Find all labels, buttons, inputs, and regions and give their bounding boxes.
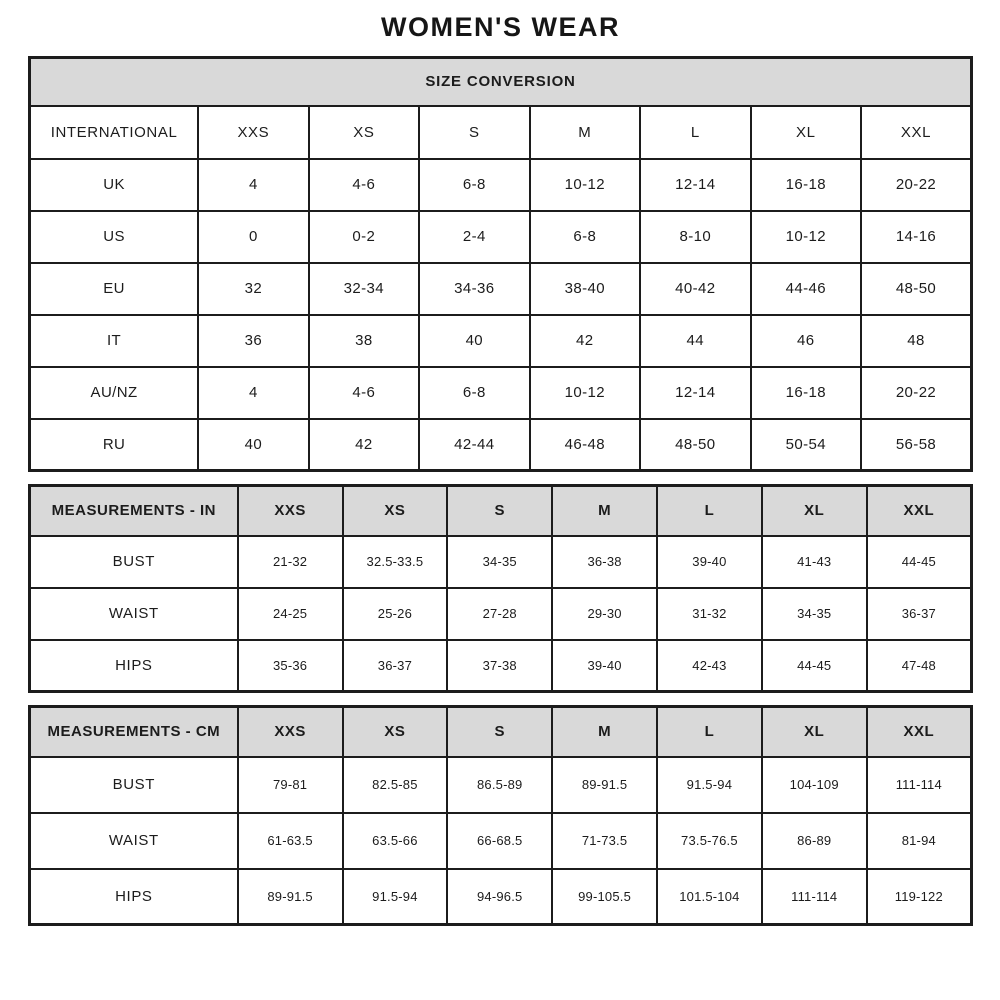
- table-cell: 38-40: [530, 263, 640, 315]
- table-cell: 25-26: [343, 588, 448, 640]
- table-cell: 10-12: [530, 367, 640, 419]
- page-title: WOMEN'S WEAR: [381, 12, 620, 42]
- table-cell: 0: [198, 211, 308, 263]
- table-cell: 16-18: [751, 159, 861, 211]
- table-cell: 36-37: [343, 640, 448, 692]
- table-cell: 86.5-89: [447, 757, 552, 813]
- table-cell: 44-46: [751, 263, 861, 315]
- table-title-banner: SIZE CONVERSION: [30, 58, 972, 106]
- table-cell: 38: [309, 315, 419, 367]
- table-cell: 8-10: [640, 211, 750, 263]
- measurements-cm-table: [28, 705, 973, 926]
- table-cell: 32.5-33.5: [343, 536, 448, 588]
- table-cell: 31-32: [657, 588, 762, 640]
- table-cell: 73.5-76.5: [657, 813, 762, 869]
- table-cell: 4-6: [309, 367, 419, 419]
- table-cell: 6-8: [419, 159, 529, 211]
- table-row: [30, 263, 972, 315]
- table-cell: 48: [861, 315, 971, 367]
- table-cell: 50-54: [751, 419, 861, 471]
- table-cell: 44-45: [867, 536, 972, 588]
- column-header: XS: [309, 106, 419, 159]
- table-cell: 24-25: [238, 588, 343, 640]
- column-header: XS: [343, 486, 448, 536]
- row-label: US: [30, 211, 199, 263]
- table-cell: 4: [198, 367, 308, 419]
- table-cell: 66-68.5: [447, 813, 552, 869]
- table-row: [30, 588, 972, 640]
- table-cell: 71-73.5: [552, 813, 657, 869]
- table-cell: 34-36: [419, 263, 529, 315]
- column-header: S: [447, 486, 552, 536]
- table-cell: 20-22: [861, 159, 971, 211]
- column-header: XXL: [867, 707, 972, 757]
- table-cell: 42: [309, 419, 419, 471]
- table-cell: 101.5-104: [657, 869, 762, 925]
- row-label: RU: [30, 419, 199, 471]
- row-label: AU/NZ: [30, 367, 199, 419]
- column-header: M: [530, 106, 640, 159]
- table-cell: 20-22: [861, 367, 971, 419]
- table-cell: 91.5-94: [657, 757, 762, 813]
- header-row: [30, 106, 972, 159]
- table-cell: 79-81: [238, 757, 343, 813]
- table-cell: 6-8: [419, 367, 529, 419]
- table-cell: 12-14: [640, 159, 750, 211]
- table-cell: 119-122: [867, 869, 972, 925]
- table-cell: 39-40: [657, 536, 762, 588]
- column-header: L: [657, 707, 762, 757]
- table-row: [30, 211, 972, 263]
- corner-header: MEASUREMENTS - IN: [30, 486, 238, 536]
- table-cell: 40-42: [640, 263, 750, 315]
- table-cell: 111-114: [762, 869, 867, 925]
- column-header: S: [447, 707, 552, 757]
- table-cell: 34-35: [762, 588, 867, 640]
- row-label: BUST: [30, 536, 238, 588]
- row-label: HIPS: [30, 869, 238, 925]
- row-label: EU: [30, 263, 199, 315]
- table-cell: 36: [198, 315, 308, 367]
- column-header: XXL: [867, 486, 972, 536]
- table-row: [30, 757, 972, 813]
- table-cell: 10-12: [530, 159, 640, 211]
- table-cell: 39-40: [552, 640, 657, 692]
- row-label: WAIST: [30, 588, 238, 640]
- table-cell: 12-14: [640, 367, 750, 419]
- table-cell: 42-43: [657, 640, 762, 692]
- table-cell: 44: [640, 315, 750, 367]
- table-row: [30, 315, 972, 367]
- table-cell: 35-36: [238, 640, 343, 692]
- table-cell: 16-18: [751, 367, 861, 419]
- column-header: S: [419, 106, 529, 159]
- table-cell: 21-32: [238, 536, 343, 588]
- table-cell: 89-91.5: [552, 757, 657, 813]
- column-header: XXL: [861, 106, 971, 159]
- column-header: XS: [343, 707, 448, 757]
- table-cell: 111-114: [867, 757, 972, 813]
- table-cell: 0-2: [309, 211, 419, 263]
- table-row: [30, 640, 972, 692]
- measurements-in-table: [28, 484, 973, 693]
- table-cell: 4: [198, 159, 308, 211]
- size-conversion-table: [28, 56, 973, 472]
- column-header: XXS: [238, 707, 343, 757]
- table-row: [30, 869, 972, 925]
- table-cell: 47-48: [867, 640, 972, 692]
- table-cell: 32: [198, 263, 308, 315]
- table-cell: 6-8: [530, 211, 640, 263]
- table-row: [30, 536, 972, 588]
- table-cell: 41-43: [762, 536, 867, 588]
- column-header: M: [552, 486, 657, 536]
- table-cell: 46: [751, 315, 861, 367]
- table-cell: 32-34: [309, 263, 419, 315]
- table-cell: 36-38: [552, 536, 657, 588]
- column-header: L: [657, 486, 762, 536]
- table-cell: 48-50: [640, 419, 750, 471]
- table-cell: 63.5-66: [343, 813, 448, 869]
- table-cell: 89-91.5: [238, 869, 343, 925]
- header-row: [30, 707, 972, 757]
- table-cell: 34-35: [447, 536, 552, 588]
- corner-header: MEASUREMENTS - CM: [30, 707, 238, 757]
- table-cell: 61-63.5: [238, 813, 343, 869]
- table-cell: 36-37: [867, 588, 972, 640]
- row-label: HIPS: [30, 640, 238, 692]
- table-cell: 10-12: [751, 211, 861, 263]
- table-cell: 27-28: [447, 588, 552, 640]
- table-cell: 99-105.5: [552, 869, 657, 925]
- table-cell: 40: [198, 419, 308, 471]
- banner-row: [30, 58, 972, 106]
- table-cell: 44-45: [762, 640, 867, 692]
- table-row: [30, 159, 972, 211]
- row-label: IT: [30, 315, 199, 367]
- table-cell: 91.5-94: [343, 869, 448, 925]
- header-row: [30, 486, 972, 536]
- table-cell: 104-109: [762, 757, 867, 813]
- row-label: BUST: [30, 757, 238, 813]
- table-cell: 48-50: [861, 263, 971, 315]
- table-cell: 37-38: [447, 640, 552, 692]
- table-cell: 14-16: [861, 211, 971, 263]
- table-cell: 56-58: [861, 419, 971, 471]
- row-label: WAIST: [30, 813, 238, 869]
- table-row: [30, 367, 972, 419]
- column-header: XL: [762, 707, 867, 757]
- table-cell: 86-89: [762, 813, 867, 869]
- corner-header: INTERNATIONAL: [30, 106, 199, 159]
- table-cell: 42-44: [419, 419, 529, 471]
- table-cell: 81-94: [867, 813, 972, 869]
- table-cell: 2-4: [419, 211, 529, 263]
- table-row: [30, 419, 972, 471]
- table-cell: 46-48: [530, 419, 640, 471]
- table-row: [30, 813, 972, 869]
- table-cell: 82.5-85: [343, 757, 448, 813]
- table-cell: 4-6: [309, 159, 419, 211]
- column-header: L: [640, 106, 750, 159]
- table-cell: 42: [530, 315, 640, 367]
- column-header: XXS: [238, 486, 343, 536]
- column-header: XXS: [198, 106, 308, 159]
- table-cell: 29-30: [552, 588, 657, 640]
- table-cell: 94-96.5: [447, 869, 552, 925]
- column-header: XL: [751, 106, 861, 159]
- table-cell: 40: [419, 315, 529, 367]
- column-header: XL: [762, 486, 867, 536]
- column-header: M: [552, 707, 657, 757]
- row-label: UK: [30, 159, 199, 211]
